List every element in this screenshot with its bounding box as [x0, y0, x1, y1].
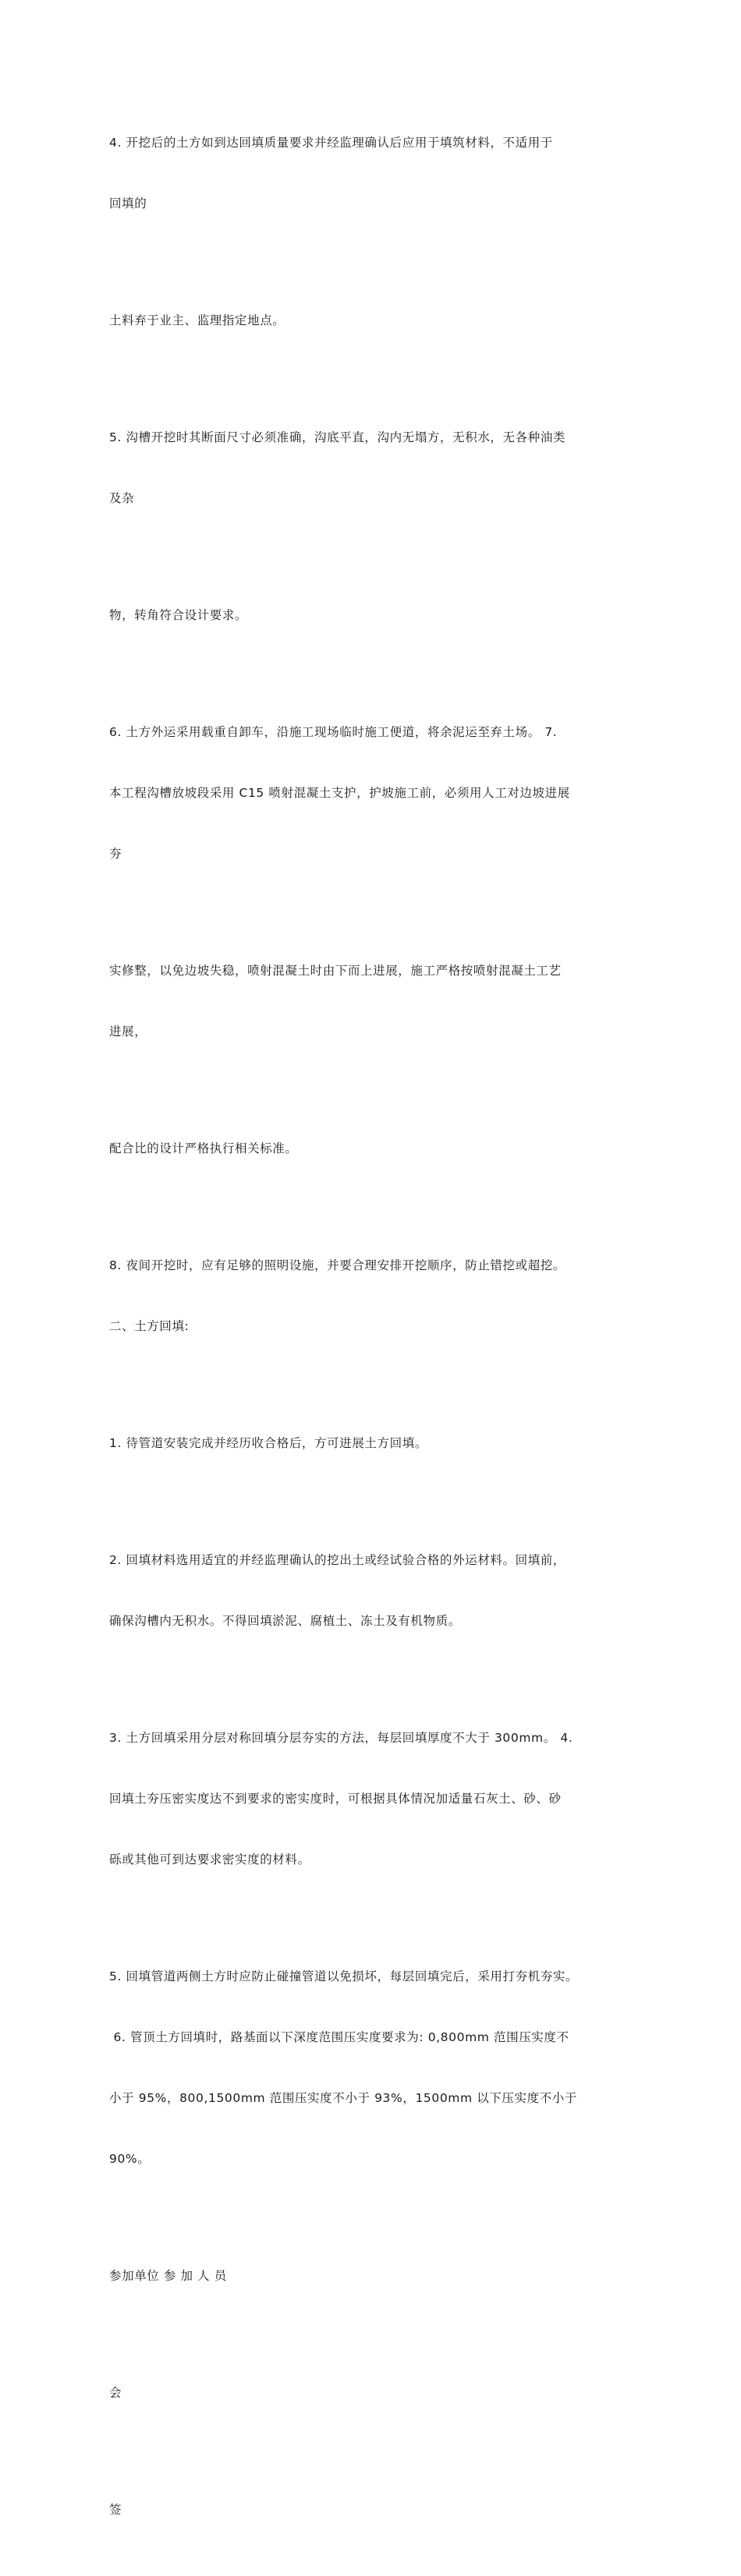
- text-line: 6. 管顶土方回填时，路基面以下深度范围压实度要求为: 0,800mm 范围压实度不: [109, 2030, 569, 2044]
- text-line: 回填土夯压密实度达不到要求的密实度时，可根据具体情况加适量石灰土、砂、砂: [109, 1792, 562, 1806]
- text-line: 签: [109, 2503, 122, 2517]
- text-line: 6. 土方外运采用载重自卸车，沿施工现场临时施工便道，将余泥运至弃土场。 7.: [109, 725, 558, 739]
- text-line: 2. 回填材料选用适宜的并经监理确认的挖出土或经试验合格的外运材料。回填前，: [109, 1553, 566, 1567]
- text-line: 小于 95%，800,1500mm 范围压实度不小于 93%，1500mm 以下压实度不小于: [109, 2091, 578, 2105]
- paragraph-4: [109, 564, 630, 666]
- sign-label-1: [109, 2342, 630, 2443]
- text-line: 1. 待管道安装完成并经历收合格后，方可进展土方回填。: [109, 1436, 427, 1450]
- paragraph-9: [109, 1392, 630, 1494]
- text-line: 4. 开挖后的土方如到达回填质量要求并经监理确认后应用于填筑材料，不适用于: [109, 136, 553, 150]
- text-line: 实修整，以免边坡失稳，喷射混凝土时由下而上进展，施工严格按喷射混凝土工艺: [109, 964, 562, 978]
- section-heading: 二、土方回填:: [109, 1319, 190, 1333]
- paragraph-2: [109, 270, 630, 371]
- paragraph-10: [109, 1509, 630, 1672]
- text-line: 8. 夜间开挖时，应有足够的照明设施，并要合理安排开挖顺序，防止错挖或超挖。: [109, 1258, 566, 1272]
- paragraph-12: [109, 1926, 630, 2210]
- text-line: 3. 土方回填采用分层对称回填分层夯实的方法，每层回填厚度不大于 300mm。 4.: [109, 1731, 573, 1745]
- paragraph-6: [109, 920, 630, 1082]
- text-line: 物，转角符合设计要求。: [109, 608, 248, 622]
- text-line: 90%。: [109, 2152, 151, 2166]
- paragraph-7: [109, 1098, 630, 1199]
- text-line: 5. 沟槽开挖时其断面尺寸必须准确，沟底平直，沟内无塌方，无积水，无各种油类: [109, 430, 566, 444]
- document-body: [109, 92, 630, 2576]
- text-line: 5. 回填管道两侧土方时应防止碰撞管道以免损坏，每层回填完后，采用打夯机夯实。: [109, 1969, 579, 1983]
- paragraph-1: [109, 92, 630, 254]
- text-line: 回填的: [109, 196, 147, 211]
- paragraph-8: [109, 1215, 630, 1377]
- text-line: 配合比的设计严格执行相关标准。: [109, 1141, 298, 1155]
- text-line: 土料弃于业主、监理指定地点。: [109, 313, 285, 327]
- text-line: 确保沟槽内无积水。不得回填淤泥、腐植土、冻土及有机物质。: [109, 1614, 461, 1628]
- text-line: 进展，: [109, 1024, 147, 1039]
- participants-label: [109, 2225, 630, 2327]
- text-line: 本工程沟槽放坡段采用 C15 喷射混凝土支护，护坡施工前，必须用人工对边坡进展: [109, 786, 570, 800]
- text-line: 会: [109, 2386, 122, 2400]
- text-line: 参加单位 参 加 人 员: [109, 2269, 227, 2283]
- text-line: 及杂: [109, 491, 135, 505]
- sign-label-2: [109, 2459, 630, 2560]
- paragraph-3: [109, 387, 630, 549]
- text-line: 砾或其他可到达要求密实度的材料。: [109, 1852, 310, 1867]
- text-line: 夯: [109, 847, 122, 861]
- paragraph-11: [109, 1687, 630, 1910]
- paragraph-5: [109, 681, 630, 904]
